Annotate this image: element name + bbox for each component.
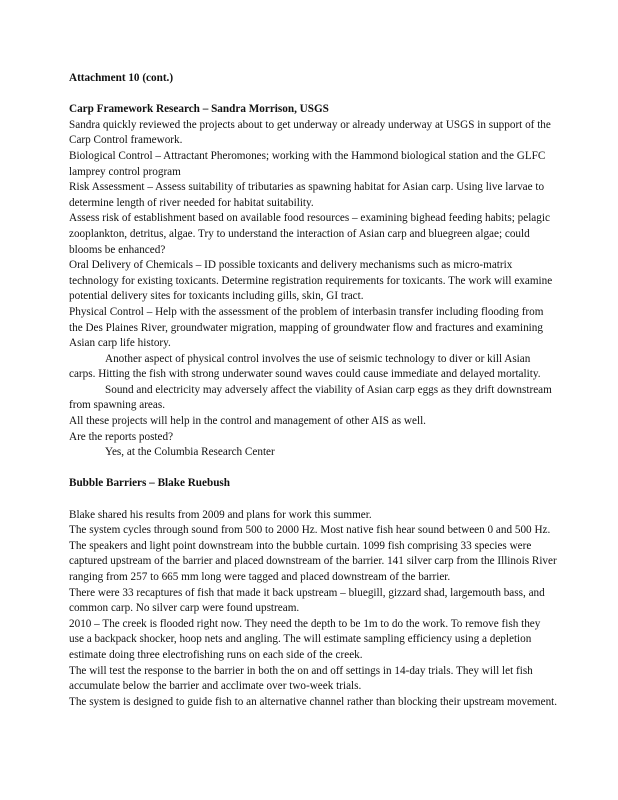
paragraph-sound-electricity: Sound and electricity may adversely affect the viability of Asian carp eggs as they drift downstream from spawning areas.: [69, 383, 552, 412]
paragraph-establishment-risk: Assess risk of establishment based on available food resources – examining bighead feeding habits; pelagic zooplankton, detritus, algae. Try to understand the interaction of Asian carp and bluegreen algae; could blooms be enhanced?: [69, 212, 550, 256]
paragraph-oral-delivery: Oral Delivery of Chemicals – ID possible toxicants and delivery mechanisms such as micro-matrix technology for existing toxicants. Determine registration requirements for toxicants. The work will examine potential delivery sites for toxicants including gills, skin, GI tract.: [69, 259, 553, 303]
blank-line: [69, 492, 558, 508]
paragraph-2010-plans: 2010 – The creek is flooded right now. They need the depth to be 1m to do the work. To remove fish they use a backpack shocker, hoop nets and angling. The will estimate sampling efficiency using a depletion estimate doing three electrofishing runs on each side of the creek.: [69, 617, 541, 661]
paragraph-intro: Sandra quickly reviewed the projects about to get underway or already underway at USGS in support of the Carp Control framework.: [69, 118, 551, 147]
blank-line: [69, 87, 558, 103]
question-line: Are the reports posted?: [69, 430, 174, 443]
paragraph-sound-cycles: The system cycles through sound from 500 to 2000 Hz. Most native fish hear sound between 0 and 500 Hz.: [69, 524, 551, 537]
paragraph-speakers-light: The speakers and light point downstream into the bubble curtain. 1099 fish comprising 33 species were captured upstream of the barrier and placed downstream of the barrier. 141 silver carp from the Illinois River ranging from 257 to 665 mm long were tagged and placed downstream of the barrier.: [69, 539, 557, 583]
paragraph-barrier-trials: The will test the response to the barrier in both the on and off settings in 14-day trials. They will let fish accumulate below the barrier and acclimate over two-week trials.: [69, 664, 533, 693]
answer-line: Yes, at the Columbia Research Center: [105, 446, 275, 459]
paragraph-biological-control: Biological Control – Attractant Pheromones; working with the Hammond biological station and the GLFC lamprey control program: [69, 149, 546, 178]
attachment-title: Attachment 10 (cont.): [69, 72, 174, 84]
paragraph-physical-control: Physical Control – Help with the assessment of the problem of interbasin transfer including flooding from the Des Plaines River, groundwater migration, mapping of groundwater flow and fractures and examining Asian carp life history.: [69, 305, 544, 350]
paragraph-results-2009: Blake shared his results from 2009 and plans for work this summer.: [69, 508, 372, 521]
paragraph-recaptures: There were 33 recaptures of fish that made it back upstream – bluegill, gizzard shad, largemouth bass, and common carp. No silver carp were found upstream.: [69, 586, 545, 615]
paragraph-seismic-technology: Another aspect of physical control involves the use of seismic technology to diver or kill Asian carps. Hitting the fish with strong underwater sound waves could cause immediate and delayed mortality.: [69, 352, 541, 381]
section-heading-bubble-barriers: Bubble Barriers – Blake Ruebush: [69, 477, 231, 490]
section-heading-carp-framework: Carp Framework Research – Sandra Morrison, USGS: [69, 103, 329, 116]
paragraph-risk-assessment: Risk Assessment – Assess suitability of tributaries as spawning habitat for Asian carp. Using live larvae to determine length of river needed for habitat suitability.: [69, 181, 545, 209]
blank-line: [69, 461, 558, 477]
paragraph-closing: All these projects will help in the control and management of other AIS as well.: [69, 415, 426, 428]
paragraph-system-design: The system is designed to guide fish to an alternative channel rather than blocking their upstream movement.: [69, 695, 558, 708]
